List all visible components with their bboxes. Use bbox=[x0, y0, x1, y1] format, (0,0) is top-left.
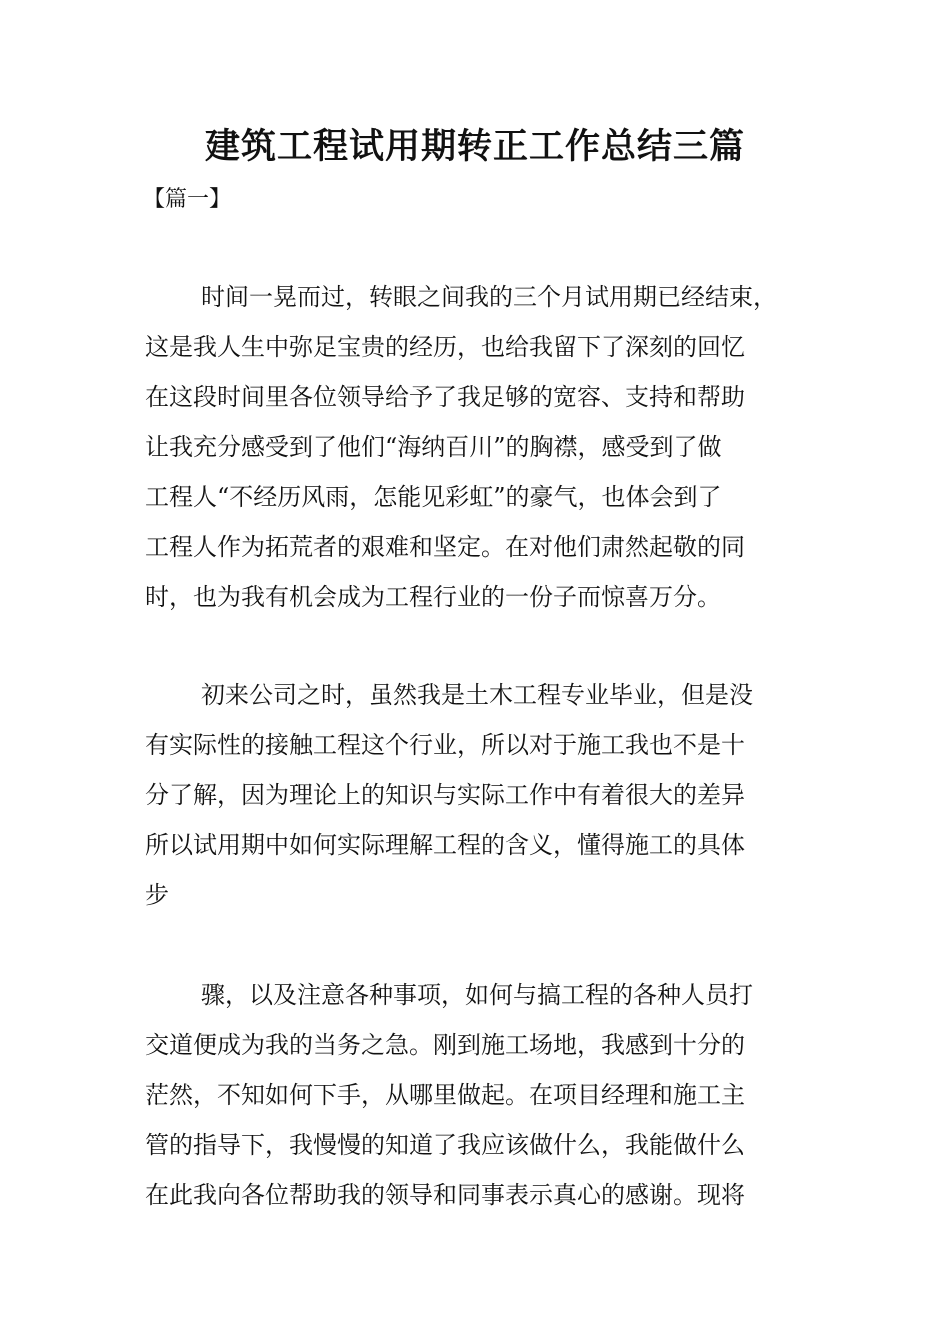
paragraph-line: 在此我向各位帮助我的领导和同事表示真心的感谢。现将 bbox=[145, 1181, 745, 1209]
paragraph-line: 茫然，不知如何下手，从哪里做起。在项目经理和施工主 bbox=[145, 1081, 745, 1109]
paragraph-line: 步 bbox=[145, 881, 169, 909]
paragraph-line: 让我充分感受到了他们“海纳百川”的胸襟，感受到了做 bbox=[145, 433, 722, 461]
paragraph-line: 工程人“不经历风雨，怎能见彩虹”的豪气，也体会到了 bbox=[145, 483, 722, 511]
paragraph-line: 交道便成为我的当务之急。刚到施工场地，我感到十分的 bbox=[145, 1031, 745, 1059]
document-title: 建筑工程试用期转正工作总结三篇 bbox=[204, 127, 745, 167]
paragraph-line: 管的指导下，我慢慢的知道了我应该做什么，我能做什么 bbox=[145, 1131, 745, 1159]
paragraph-line: 时间一晃而过，转眼之间我的三个月试用期已经结束， bbox=[201, 283, 777, 311]
paragraph-line: 初来公司之时，虽然我是土木工程专业毕业，但是没 bbox=[201, 681, 753, 709]
paragraph-3 bbox=[145, 970, 845, 1220]
paragraph-line: 时，也为我有机会成为工程行业的一份子而惊喜万分。 bbox=[145, 583, 721, 611]
paragraph-line: 工程人作为拓荒者的艰难和坚定。在对他们肃然起敬的同 bbox=[145, 533, 745, 561]
paragraph-line: 有实际性的接触工程这个行业，所以对于施工我也不是十 bbox=[145, 731, 745, 759]
paragraph-2 bbox=[145, 670, 845, 920]
section-label: 【篇一】 bbox=[143, 187, 232, 212]
paragraph-line: 所以试用期中如何实际理解工程的含义，懂得施工的具体 bbox=[145, 831, 745, 859]
paragraph-line: 这是我人生中弥足宝贵的经历，也给我留下了深刻的回忆 bbox=[145, 333, 745, 361]
paragraph-line: 在这段时间里各位领导给予了我足够的宽容、支持和帮助 bbox=[145, 383, 745, 411]
paragraph-line: 分了解，因为理论上的知识与实际工作中有着很大的差异 bbox=[145, 781, 745, 809]
paragraph-1 bbox=[145, 272, 845, 622]
paragraph-line: 骤，以及注意各种事项，如何与搞工程的各种人员打 bbox=[201, 981, 753, 1009]
